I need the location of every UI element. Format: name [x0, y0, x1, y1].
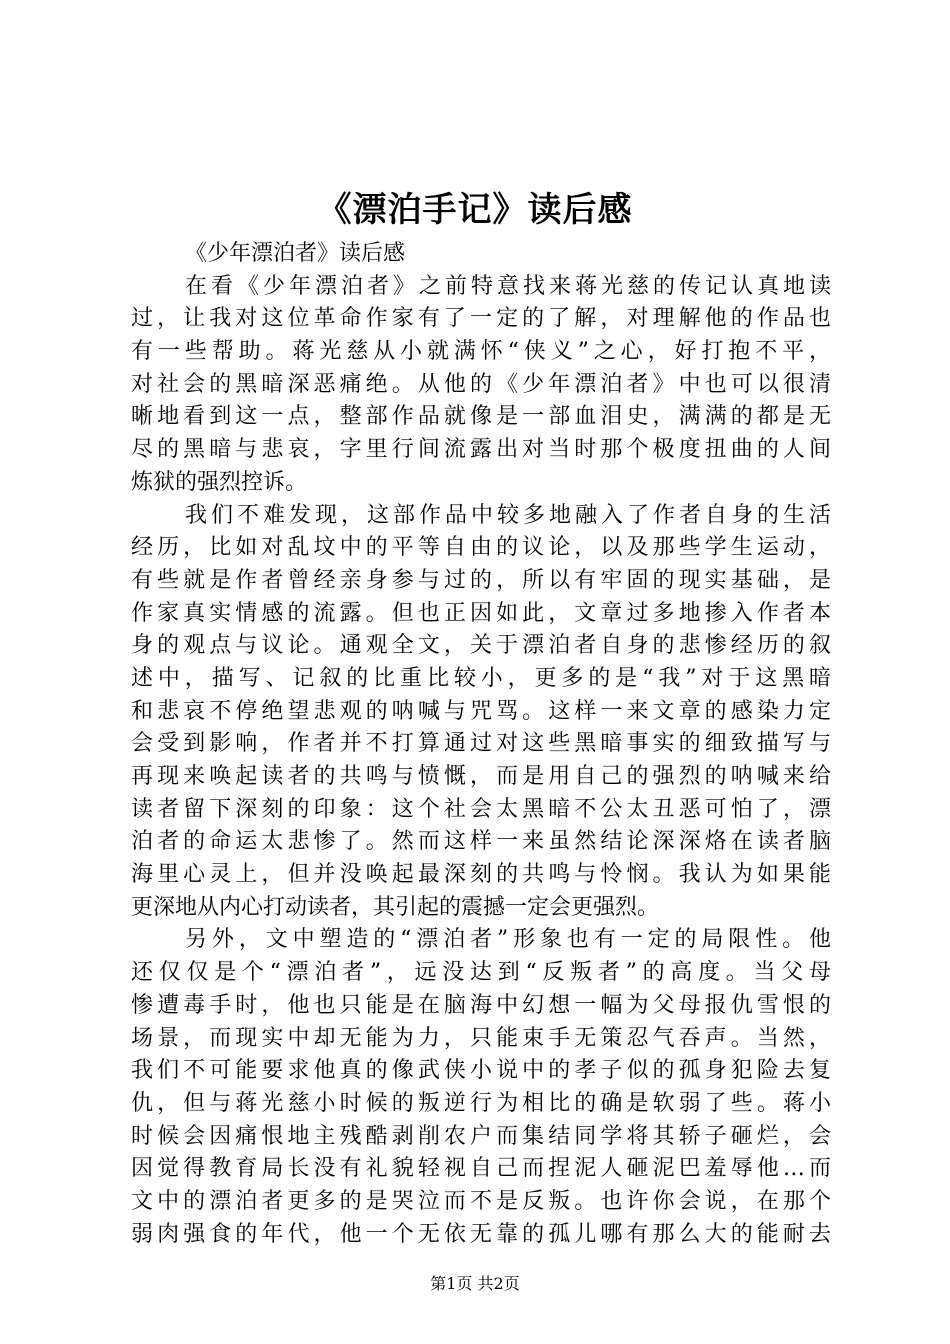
text-line: 文中的漂泊者更多的是哭泣而不是反叛。也许你会说，在那个	[131, 1188, 831, 1214]
text-line: 身的观点与议论。通观全文，关于漂泊者自身的悲惨经历的叙	[131, 633, 831, 659]
text-line: 还仅仅是个“漂泊者”，远没达到“反叛者”的高度。当父母	[131, 960, 831, 986]
document-title: 《漂泊手记》读后感	[317, 190, 633, 230]
text-line: 我们不难发现，这部作品中较多地融入了作者自身的生活	[185, 502, 831, 528]
text-line: 会受到影响，作者并不打算通过对这些黑暗事实的细致描写与	[131, 731, 831, 757]
text-line: 海里心灵上，但并没唤起最深刻的共鸣与怜悯。我认为如果能	[131, 862, 831, 888]
text-line: 在看《少年漂泊者》之前特意找来蒋光慈的传记认真地读	[185, 273, 831, 299]
document-body	[131, 238, 831, 1251]
text-line: 我们不可能要求他真的像武侠小说中的孝子似的孤身犯险去复	[131, 1058, 831, 1084]
text-line: 场景，而现实中却无能为力，只能束手无策忍气吞声。当然，	[131, 1025, 831, 1051]
text-line: 泊者的命运太悲惨了。然而这样一来虽然结论深深烙在读者脑	[131, 829, 831, 855]
text-line: 尽的黑暗与悲哀，字里行间流露出对当时那个极度扭曲的人间	[131, 437, 831, 463]
text-line: 因觉得教育局长没有礼貌轻视自己而捏泥人砸泥巴羞辱他…而	[131, 1156, 831, 1182]
text-line: 时候会因痛恨地主残酷剥削农户而集结同学将其轿子砸烂，会	[131, 1123, 831, 1149]
page-footer: 第1页 共2页	[430, 1274, 520, 1293]
text-line: 惨遭毒手时，他也只能是在脑海中幻想一幅为父母报仇雪恨的	[131, 992, 831, 1018]
text-line: 晰地看到这一点，整部作品就像是一部血泪史，满满的都是无	[131, 404, 831, 430]
text-line: 述中，描写、记叙的比重比较小，更多的是“我”对于这黑暗	[131, 665, 831, 691]
text-line: 另外，文中塑造的“漂泊者”形象也有一定的局限性。他	[185, 927, 831, 953]
text-line: 过，让我对这位革命作家有了一定的了解，对理解他的作品也	[131, 306, 831, 332]
text-line: 《少年漂泊者》读后感	[185, 241, 406, 266]
text-line: 炼狱的强烈控诉。	[131, 469, 308, 495]
text-line: 有些就是作者曾经亲身参与过的，所以有牢固的现实基础，是	[131, 567, 831, 593]
text-line: 再现来唤起读者的共鸣与愤慨，而是用自己的强烈的呐喊来给	[131, 764, 831, 789]
text-line: 和悲哀不停绝望悲观的呐喊与咒骂。这样一来文章的感染力定	[131, 698, 831, 724]
text-line: 更深地从内心打动读者，其引起的震撼一定会更强烈。	[131, 894, 660, 920]
text-line: 对社会的黑暗深恶痛绝。从他的《少年漂泊者》中也可以很清	[131, 371, 831, 397]
text-line: 弱肉强食的年代，他一个无依无靠的孤儿哪有那么大的能耐去	[131, 1221, 831, 1247]
text-line: 有一些帮助。蒋光慈从小就满怀“侠义”之心，好打抱不平，	[131, 339, 831, 365]
text-line: 仇，但与蒋光慈小时候的叛逆行为相比的确是软弱了些。蒋小	[131, 1090, 831, 1116]
text-line: 作家真实情感的流露。但也正因如此，文章过多地掺入作者本	[131, 600, 831, 626]
text-line: 经历，比如对乱坟中的平等自由的议论，以及那些学生运动，	[131, 535, 831, 561]
text-line: 读者留下深刻的印象：这个社会太黑暗不公太丑恶可怕了，漂	[131, 796, 831, 822]
